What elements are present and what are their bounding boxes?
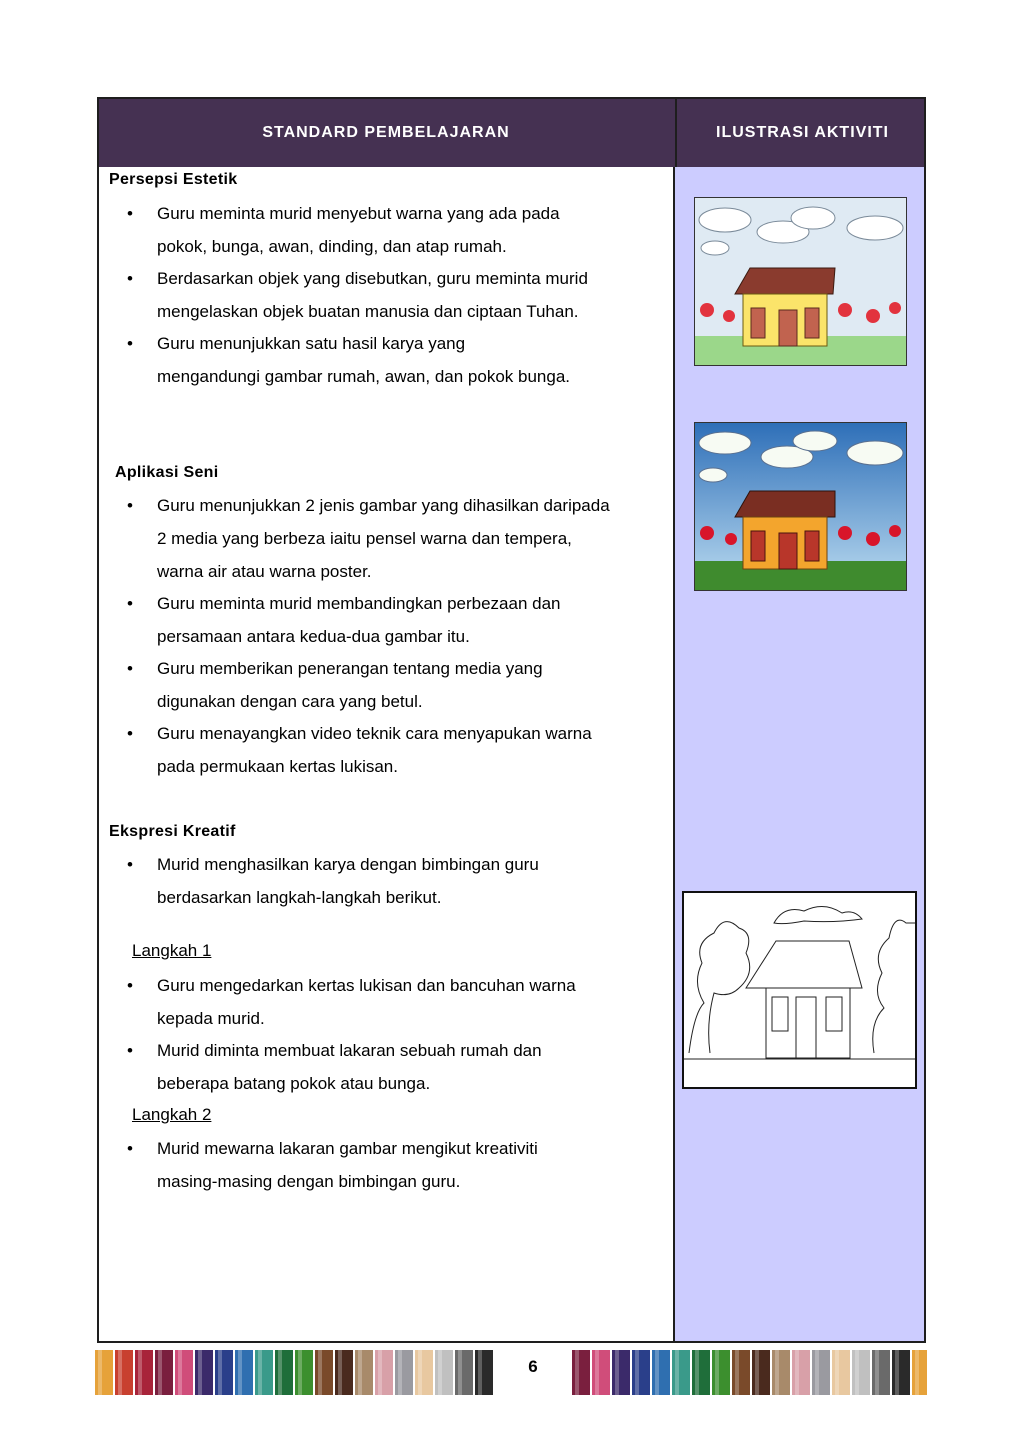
pencil-strip-image [572,1350,927,1395]
text-line: Guru meminta murid menyebut warna yang ada pada [157,204,560,223]
text-line: masing-masing dengan bimbingan guru. [157,1172,461,1191]
pencil [135,1350,153,1395]
pencil [812,1350,830,1395]
pencil [832,1350,850,1395]
pencil-highlight [238,1350,242,1395]
pencil [672,1350,690,1395]
table-header [99,99,924,167]
illustration-watercolor-house [694,422,907,591]
pencil-highlight [458,1350,462,1395]
pencil-highlight [795,1350,799,1395]
bullet-icon: • [127,594,133,613]
header-ilustrasi-aktiviti: ILUSTRASI AKTIVITI [675,99,928,167]
bullet-icon: • [127,1041,133,1060]
pencil [732,1350,750,1395]
pencil-highlight [298,1350,302,1395]
section-title-ekspresi: Ekspresi Kreatif [109,823,236,840]
pencil [215,1350,233,1395]
pencil [295,1350,313,1395]
pencil-highlight [98,1350,102,1395]
pencil-highlight [635,1350,639,1395]
pencil-highlight [178,1350,182,1395]
pencil-highlight [318,1350,322,1395]
pencil [115,1350,133,1395]
section-title-persepsi: Persepsi Estetik [109,171,238,188]
pencil [175,1350,193,1395]
pencil [475,1350,493,1395]
bullet-icon: • [127,269,133,288]
footer-pencils-left [95,1350,495,1395]
step-title-1: Langkah 1 [132,941,212,960]
pencil-highlight [735,1350,739,1395]
text-line: Guru memberikan penerangan tentang media yang [157,659,543,678]
text-line: persamaan antara kedua-dua gambar itu. [157,627,470,646]
pencil-highlight [755,1350,759,1395]
bullet-icon: • [127,204,133,223]
pencil [315,1350,333,1395]
text-line: Murid menghasilkan karya dengan bimbingan guru [157,855,539,874]
text-line: Guru menunjukkan 2 jenis gambar yang dihasilkan daripada [157,496,610,515]
house-pencil-drawing [695,198,906,365]
pencil [632,1350,650,1395]
pencil [155,1350,173,1395]
pencil-highlight [595,1350,599,1395]
footer-pencils-right [572,1350,927,1395]
step-title-2: Langkah 2 [132,1105,212,1124]
pencil [195,1350,213,1395]
standard-column [99,167,673,1341]
text-line: digunakan dengan cara yang betul. [157,692,423,711]
pencil [455,1350,473,1395]
pencil-highlight [675,1350,679,1395]
house-sketch-drawing [684,893,915,1087]
pencil [652,1350,670,1395]
pencil [792,1350,810,1395]
pencil-highlight [258,1350,262,1395]
header-standard-pembelajaran: STANDARD PEMBELAJARAN [262,124,510,141]
pencil-highlight [815,1350,819,1395]
bullet-icon: • [127,976,133,995]
illustration-column [675,167,924,1341]
text-line: warna air atau warna poster. [157,562,372,581]
pencil-highlight [855,1350,859,1395]
text-line: 2 media yang berbeza iaitu pensel warna dan tempera, [157,529,572,548]
pencil [235,1350,253,1395]
bullet-icon: • [127,334,133,353]
pencil-highlight [715,1350,719,1395]
pencil-highlight [218,1350,222,1395]
pencil-highlight [438,1350,442,1395]
section-title-aplikasi: Aplikasi Seni [115,464,219,481]
pencil [355,1350,373,1395]
pencil-highlight [695,1350,699,1395]
text-line: Guru mengedarkan kertas lukisan dan bancuhan warna [157,976,576,995]
pencil-highlight [875,1350,879,1395]
text-line: Guru menayangkan video teknik cara menyapukan warna [157,724,592,743]
pencil-strip-image [95,1350,495,1395]
text-line: Guru menunjukkan satu hasil karya yang [157,334,466,353]
pencil-highlight [198,1350,202,1395]
text-line: Guru meminta murid membandingkan perbezaan dan [157,594,561,613]
pencil-highlight [278,1350,282,1395]
pencil-highlight [118,1350,122,1395]
pencil [415,1350,433,1395]
illustration-pencil-house [694,197,907,366]
pencil [572,1350,590,1395]
bullet-icon: • [127,724,133,743]
text-line: kepada murid. [157,1009,265,1028]
text-line: mengelaskan objek buatan manusia dan ciptaan Tuhan. [157,302,579,321]
pencil [892,1350,910,1395]
page-number: 6 [528,1357,538,1376]
pencil [772,1350,790,1395]
pencil-highlight [478,1350,482,1395]
pencil-highlight [915,1350,919,1395]
text-line: mengandungi gambar rumah, awan, dan pokok bunga. [157,367,571,386]
pencil-highlight [398,1350,402,1395]
pencil-highlight [338,1350,342,1395]
pencil [375,1350,393,1395]
pencil [435,1350,453,1395]
text-line: Berdasarkan objek yang disebutkan, guru meminta murid [157,269,588,288]
text-line: Murid diminta membuat lakaran sebuah rumah dan [157,1041,542,1060]
pencil [612,1350,630,1395]
pencil [255,1350,273,1395]
pencil-highlight [138,1350,142,1395]
pencil [592,1350,610,1395]
pencil-highlight [418,1350,422,1395]
text-line: pokok, bunga, awan, dinding, dan atap rumah. [157,237,507,256]
pencil-highlight [655,1350,659,1395]
pencil-highlight [775,1350,779,1395]
bullet-icon: • [127,855,133,874]
pencil [752,1350,770,1395]
pencil-highlight [615,1350,619,1395]
pencil-highlight [895,1350,899,1395]
house-watercolor-painting [695,423,906,590]
illustration-sketch-house [682,891,917,1089]
bullet-icon: • [127,1139,133,1158]
pencil-highlight [158,1350,162,1395]
pencil [692,1350,710,1395]
pencil [912,1350,927,1395]
pencil-highlight [835,1350,839,1395]
text-line: beberapa batang pokok atau bunga. [157,1074,431,1093]
bullet-icon: • [127,496,133,515]
pencil [395,1350,413,1395]
text-line: pada permukaan kertas lukisan. [157,757,398,776]
pencil [95,1350,113,1395]
lesson-table [97,97,926,1343]
pencil [275,1350,293,1395]
pencil-highlight [575,1350,579,1395]
pencil [872,1350,890,1395]
bullet-icon: • [127,659,133,678]
pencil-highlight [378,1350,382,1395]
text-line: berdasarkan langkah-langkah berikut. [157,888,442,907]
pencil [335,1350,353,1395]
text-line: Murid mewarna lakaran gambar mengikut kreativiti [157,1139,538,1158]
pencil-highlight [358,1350,362,1395]
pencil [852,1350,870,1395]
pencil [712,1350,730,1395]
